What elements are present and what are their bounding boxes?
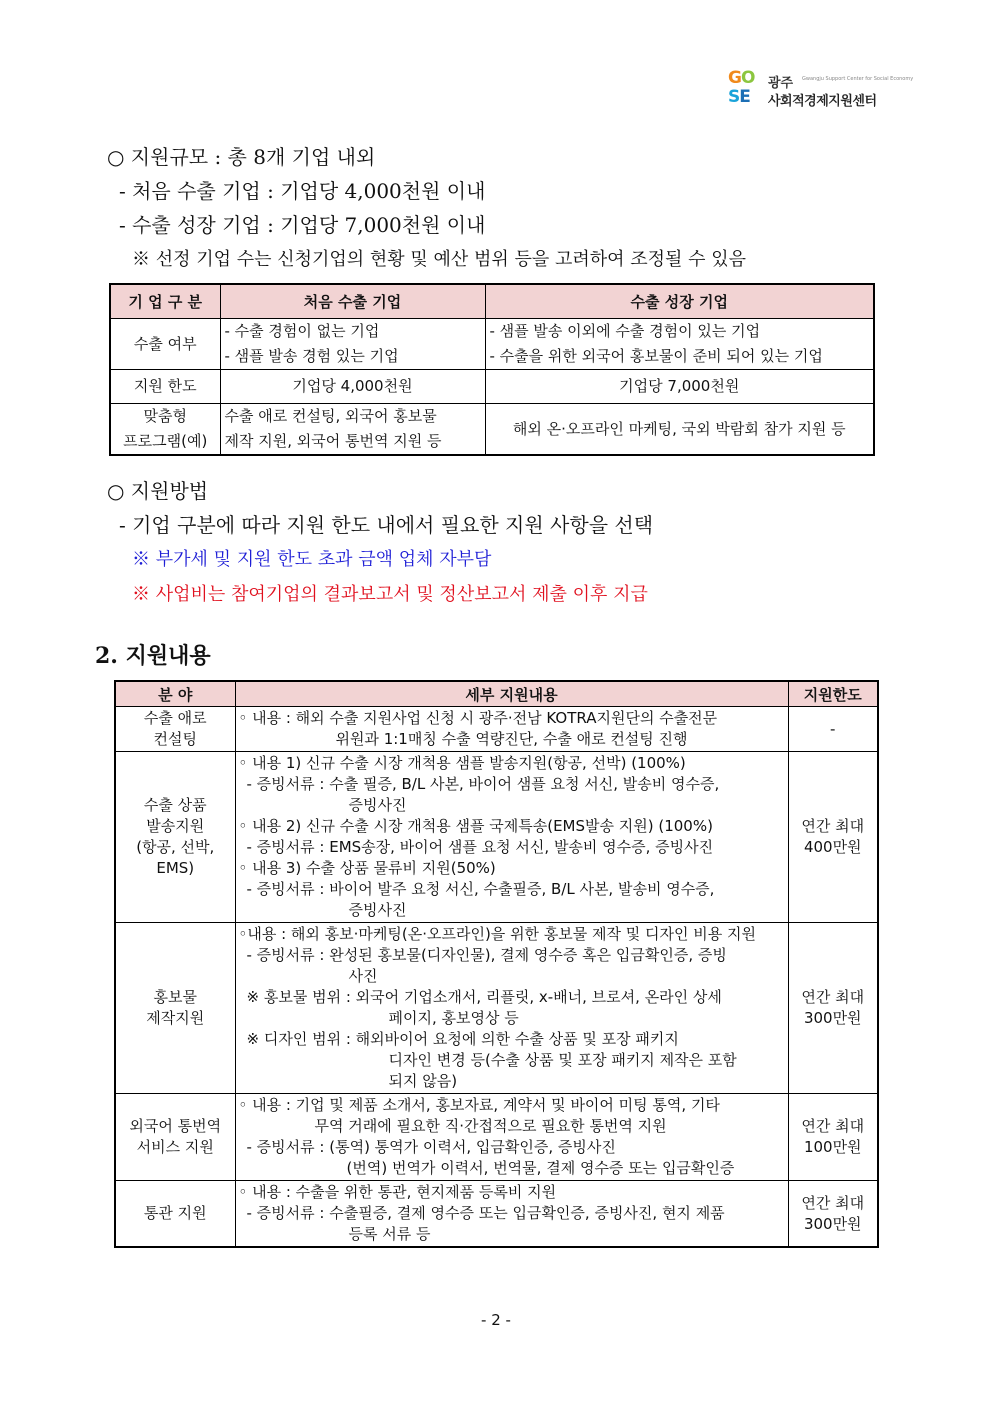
table-row <box>115 707 878 752</box>
cell-line: - 샘플 발송 이외에 수출 경험이 있는 기업 <box>489 322 761 340</box>
detail-line: - 증빙서류 : 완성된 홍보물(디자인물), 결제 영수증 혹은 입금확인증, 증빙 <box>246 946 727 964</box>
page-number: - 2 - <box>481 1311 511 1329</box>
detail-line: ◦ 내용 : 해외 수출 지원사업 신청 시 광주·전남 KOTRA지원단의 수출전문 <box>238 709 718 727</box>
row-details <box>235 1181 788 1248</box>
logo-tagline: Gwangju Support Center for Social Economy <box>802 76 914 82</box>
scale-note: ※ 선정 기업 수는 신청기업의 현황 및 예산 범위 등을 고려하여 조정될 수 있음 <box>132 249 747 270</box>
table-row <box>110 370 874 404</box>
row-label: 수출 여부 <box>110 319 220 370</box>
detail-line: ◦ 내용 3) 수출 상품 물류비 지원(50%) <box>238 859 496 877</box>
method-note-payment: ※ 사업비는 참여기업의 결과보고서 및 정산보고서 제출 이후 지급 <box>132 584 648 605</box>
detail-line: ◦내용 : 해외 홍보·마케팅(온·오프라인)을 위한 홍보물 제작 및 디자인 비용 지원 <box>238 925 757 943</box>
table-row <box>115 1094 878 1181</box>
cell-growth: 해외 온·오프라인 마케팅, 국외 박람회 참가 지원 등 <box>485 404 874 456</box>
detail-line: ※ 홍보물 범위 : 외국어 기업소개서, 리플릿, x-배너, 브로셔, 온라인 상세 <box>246 988 722 1006</box>
cell-line: 연간 최대 <box>801 988 865 1006</box>
row-limit <box>788 1094 878 1181</box>
detail-line: ◦ 내용 1) 신규 수출 시장 개척용 샘플 발송지원(항공, 선박) (100%) <box>238 754 686 772</box>
cell-line: 400만원 <box>803 838 862 856</box>
row-field: 통관 지원 <box>115 1181 235 1248</box>
row-limit: - <box>788 707 878 752</box>
cell-line: 수출 상품 <box>143 796 207 814</box>
cell-line: 맞춤형 <box>143 407 187 425</box>
cell-line: 홍보물 <box>153 988 197 1006</box>
cell-line: 수출 애로 <box>143 709 207 727</box>
center-logo <box>728 68 914 110</box>
method-line: - 기업 구분에 따라 지원 한도 내에서 필요한 지원 사항을 선택 <box>119 513 654 537</box>
cell-first <box>220 404 485 456</box>
method-heading: ○ 지원방법 <box>107 479 209 503</box>
cell-line: 서비스 지원 <box>136 1138 214 1156</box>
company-category-table <box>109 283 875 456</box>
cell-line: 발송지원 <box>146 817 205 835</box>
header-field: 분 야 <box>115 681 235 707</box>
header-growth-export: 수출 성장 기업 <box>485 284 874 319</box>
support-content-table <box>114 680 879 1248</box>
row-details <box>235 1094 788 1181</box>
row-field <box>115 707 235 752</box>
detail-line: (번역) 번역가 이력서, 번역물, 결제 영수증 또는 입금확인증 <box>346 1159 735 1177</box>
row-field <box>115 923 235 1094</box>
detail-line: - 증빙서류 : 바이어 발주 요청 서신, 수출필증, B/L 사본, 발송비 영수증, <box>246 880 715 898</box>
detail-line: 위원과 1:1매칭 수출 역량진단, 수출 애로 컨설팅 진행 <box>335 730 688 748</box>
detail-line: 등록 서류 등 <box>348 1225 431 1243</box>
cell-first: 기업당 4,000천원 <box>220 370 485 404</box>
header-category: 기 업 구 분 <box>110 284 220 319</box>
detail-line: ◦ 내용 : 기업 및 제품 소개서, 홍보자료, 계약서 및 바이어 미팅 통역, 기타 <box>238 1096 720 1114</box>
table-header-row <box>110 284 874 319</box>
row-label <box>110 404 220 456</box>
cell-line: (항공, 선박, <box>136 838 215 856</box>
detail-line: ◦ 내용 : 수출을 위한 통관, 현지제품 등록비 지원 <box>238 1183 557 1201</box>
logo-se-mark: SE <box>728 87 750 107</box>
row-limit <box>788 752 878 923</box>
cell-line: 연간 최대 <box>801 817 865 835</box>
row-details <box>235 923 788 1094</box>
row-field <box>115 752 235 923</box>
detail-line: 증빙사진 <box>348 901 407 919</box>
cell-line: 300만원 <box>803 1214 862 1233</box>
detail-line: ※ 디자인 범위 : 해외바이어 요청에 의한 수출 상품 및 포장 패키지 <box>246 1030 679 1048</box>
detail-line: 무역 거래에 필요한 직·간접적으로 필요한 통번역 지원 <box>314 1117 667 1135</box>
row-field <box>115 1094 235 1181</box>
table-header-row <box>115 681 878 707</box>
cell-line: EMS) <box>156 859 195 877</box>
cell-line: 제작지원 <box>146 1009 205 1027</box>
header-details: 세부 지원내용 <box>235 681 788 707</box>
row-label: 지원 한도 <box>110 370 220 404</box>
cell-line: 수출 애로 컨설팅, 외국어 홍보물 <box>224 407 437 425</box>
table-row <box>115 923 878 1094</box>
cell-line: 연간 최대 <box>801 1117 865 1135</box>
cell-growth: 기업당 7,000천원 <box>485 370 874 404</box>
scale-growth: - 수출 성장 기업 : 기업당 7,000천원 이내 <box>119 213 486 237</box>
table-row <box>110 319 874 370</box>
logo-go-mark: GO <box>728 68 755 88</box>
detail-line: ◦ 내용 2) 신규 수출 시장 개척용 샘플 국제특송(EMS발송 지원) (100%) <box>238 817 713 835</box>
table-row <box>115 1181 878 1248</box>
section-title: 2. 지원내용 <box>95 643 211 669</box>
detail-line: 되지 않음) <box>388 1072 458 1090</box>
header-limit: 지원한도 <box>788 681 878 707</box>
method-note-vat: ※ 부가세 및 지원 한도 초과 금액 업체 자부담 <box>132 549 492 570</box>
row-details <box>235 752 788 923</box>
detail-line: 디자인 변경 등(수출 상품 및 포장 패키지 제작은 포함 <box>388 1051 737 1069</box>
detail-line: - 증빙서류 : (통역) 통역가 이력서, 입금확인증, 증빙사진 <box>246 1138 616 1156</box>
detail-line: 증빙사진 <box>348 796 407 814</box>
detail-line: - 증빙서류 : 수출 필증, B/L 사본, 바이어 샘플 요청 서신, 발송비 영수증, <box>246 775 720 793</box>
detail-line: 페이지, 홍보영상 등 <box>388 1009 519 1027</box>
cell-line: 300만원 <box>803 1009 862 1027</box>
cell-first <box>220 319 485 370</box>
cell-line: 프로그램(예) <box>123 432 208 450</box>
cell-line: 100만원 <box>803 1138 862 1156</box>
cell-line: - 수출 경험이 없는 기업 <box>224 322 380 340</box>
row-limit <box>788 923 878 1094</box>
table-row <box>115 752 878 923</box>
detail-line: - 증빙서류 : EMS송장, 바이어 샘플 요청 서신, 발송비 영수증, 증빙사진 <box>246 838 714 856</box>
detail-line: - 증빙서류 : 수출필증, 결제 영수증 또는 입금확인증, 증빙사진, 현지 제품 <box>246 1204 725 1222</box>
scale-heading: ○ 지원규모 : 총 8개 기업 내외 <box>107 145 376 169</box>
cell-line: 연간 최대 <box>801 1193 865 1212</box>
detail-line: 사진 <box>348 967 378 985</box>
cell-line: - 수출을 위한 외국어 홍보물이 준비 되어 있는 기업 <box>489 347 823 365</box>
header-first-export: 처음 수출 기업 <box>220 284 485 319</box>
cell-growth <box>485 319 874 370</box>
row-details <box>235 707 788 752</box>
table-row <box>110 404 874 456</box>
row-limit <box>788 1181 878 1248</box>
scale-first: - 처음 수출 기업 : 기업당 4,000천원 이내 <box>119 179 486 203</box>
logo-city: 광주 <box>768 76 794 91</box>
cell-line: - 샘플 발송 경험 있는 기업 <box>224 347 399 365</box>
cell-line: 컨설팅 <box>153 730 197 748</box>
logo-center-name: 사회적경제지원센터 <box>768 94 877 109</box>
cell-line: 제작 지원, 외국어 통번역 지원 등 <box>224 432 442 450</box>
cell-line: 외국어 통번역 <box>129 1117 222 1135</box>
